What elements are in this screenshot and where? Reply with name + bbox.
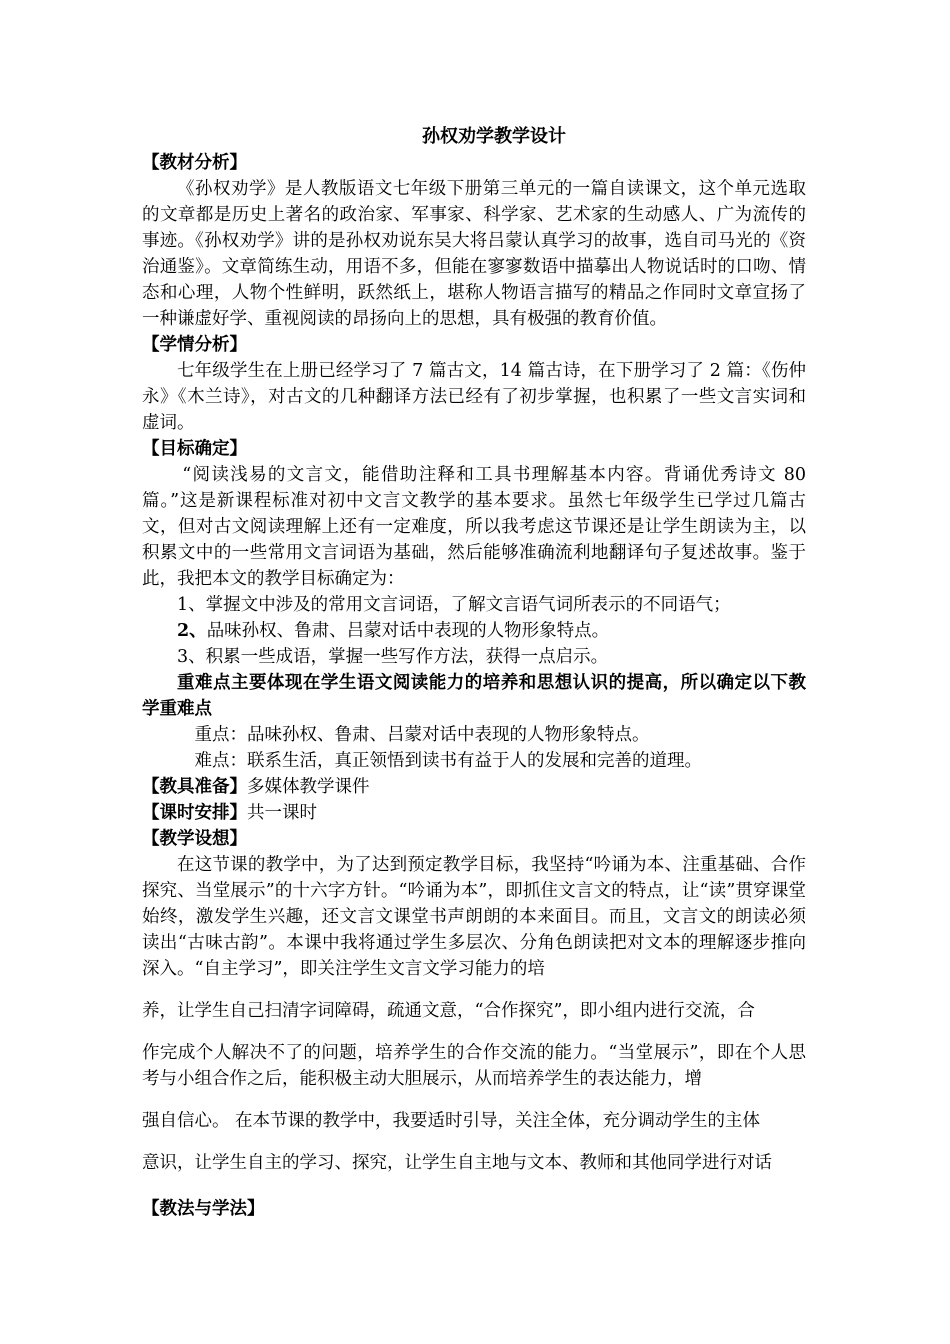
students-paragraph: 七年级学生在上册已经学习了 7 篇古文，14 篇古诗，在下册学习了 2 篇：《伤仲永》《木兰诗》，对古文的几种翻译方法已经有了初步掌握，也积累了一些文言实词和虚词。 bbox=[142, 361, 806, 433]
section-heading-students: 【学情分析】 bbox=[142, 335, 247, 355]
material-paragraph: 《孙权劝学》是人教版语文七年级下册第三单元的一篇自读课文，这个单元选取的文章都是历史上著名的政治家、军事家、科学家、艺术家的生动感人、广为流传的事迹。《孙权劝学》讲的是孙权劝说东吴大将吕蒙认真学习的故事，选自司马光的《资治通鉴》。文章简练生动，用语不多，但能在寥寥数语中描摹出人物说话时的口吻、情态和心理，人物个性鲜明，跃然纸上，堪称人物语言描写的精品之作同时文章宣扬了一种谦虚好学、重视阅读的昂扬向上的思想，具有极强的教育价值。 bbox=[142, 179, 806, 329]
concept-paragraph-4: 强自信心。 在本节课的教学中，我要适时引导，关注全体，充分调动学生的主体 bbox=[142, 1111, 761, 1131]
difficult-point: 难点：联系生活，真正领悟到读书有益于人的发展和完善的道理。 bbox=[194, 751, 702, 771]
goal-item-1: 1、掌握文中涉及的常用文言词语，了解文言语气词所表示的不同语气； bbox=[177, 595, 731, 615]
schedule-text: 共一课时 bbox=[247, 803, 317, 823]
section-heading-concept: 【教学设想】 bbox=[142, 829, 247, 849]
key-difficult-intro: 重难点主要体现在学生语文阅读能力的培养和思想认识的提高，所以确定以下教学重难点 bbox=[142, 673, 806, 719]
concept-paragraph-5: 意识，让学生自主的学习、探究，让学生自主地与文本、教师和其他同学进行对话 bbox=[142, 1153, 772, 1173]
schedule-row bbox=[142, 800, 806, 826]
concept-paragraph-2: 养，让学生自己扫清字词障碍，疏通文意，“合作探究”，即小组内进行交流，合 bbox=[142, 1001, 755, 1021]
section-heading-methods: 【教法与学法】 bbox=[142, 1199, 265, 1219]
tools-row bbox=[142, 774, 806, 800]
key-point: 重点：品味孙权、鲁肃、吕蒙对话中表现的人物形象特点。 bbox=[194, 725, 650, 745]
section-heading-goals: 【目标确定】 bbox=[142, 439, 247, 459]
concept-paragraph-3: 作完成个人解决不了的问题，培养学生的合作交流的能力。“当堂展示”，即在个人思考与小组合作之后，能积极主动大胆展示，从而培养学生的表达能力，增 bbox=[142, 1043, 806, 1089]
tools-text: 多媒体教学课件 bbox=[247, 777, 370, 797]
section-heading-schedule: 【课时安排】 bbox=[142, 803, 247, 823]
goals-paragraph: “阅读浅易的文言文，能借助注释和工具书理解基本内容。背诵优秀诗文 80 篇。”这是新课程标准对初中文言文教学的基本要求。虽然七年级学生已学过几篇古文，但对古文阅读理解上还有一定难度，所以我考虑这节课还是让学生朗读为主，以积累文中的一些常用文言词语为基础，然后能够准确流利地翻译句子复述故事。鉴于此，我把本文的教学目标确定为： bbox=[142, 465, 806, 589]
section-heading-material: 【教材分析】 bbox=[142, 153, 247, 173]
document-page bbox=[142, 124, 806, 1222]
concept-paragraph-1: 在这节课的教学中，为了达到预定教学目标，我坚持“吟诵为本、注重基础、合作探究、当堂展示”的十六字方针。“吟诵为本”，即抓住文言文的特点，让“读”贯穿课堂始终，激发学生兴趣，还文言文课堂书声朗朗的本来面目。而且，文言文的朗读必须读出“古味古韵”。本课中我将通过学生多层次、分角色朗读把对文本的理解逐步推向深入。“自主学习”，即关注学生文言文学习能力的培 bbox=[142, 855, 806, 979]
document-title: 孙权劝学教学设计 bbox=[422, 126, 566, 147]
section-heading-tools: 【教具准备】 bbox=[142, 777, 247, 797]
goal-item-2: 2、品味孙权、鲁肃、吕蒙对话中表现的人物形象特点。 bbox=[177, 621, 610, 641]
goal-item-3: 3、积累一些成语，掌握一些写作方法，获得一点启示。 bbox=[177, 647, 609, 667]
